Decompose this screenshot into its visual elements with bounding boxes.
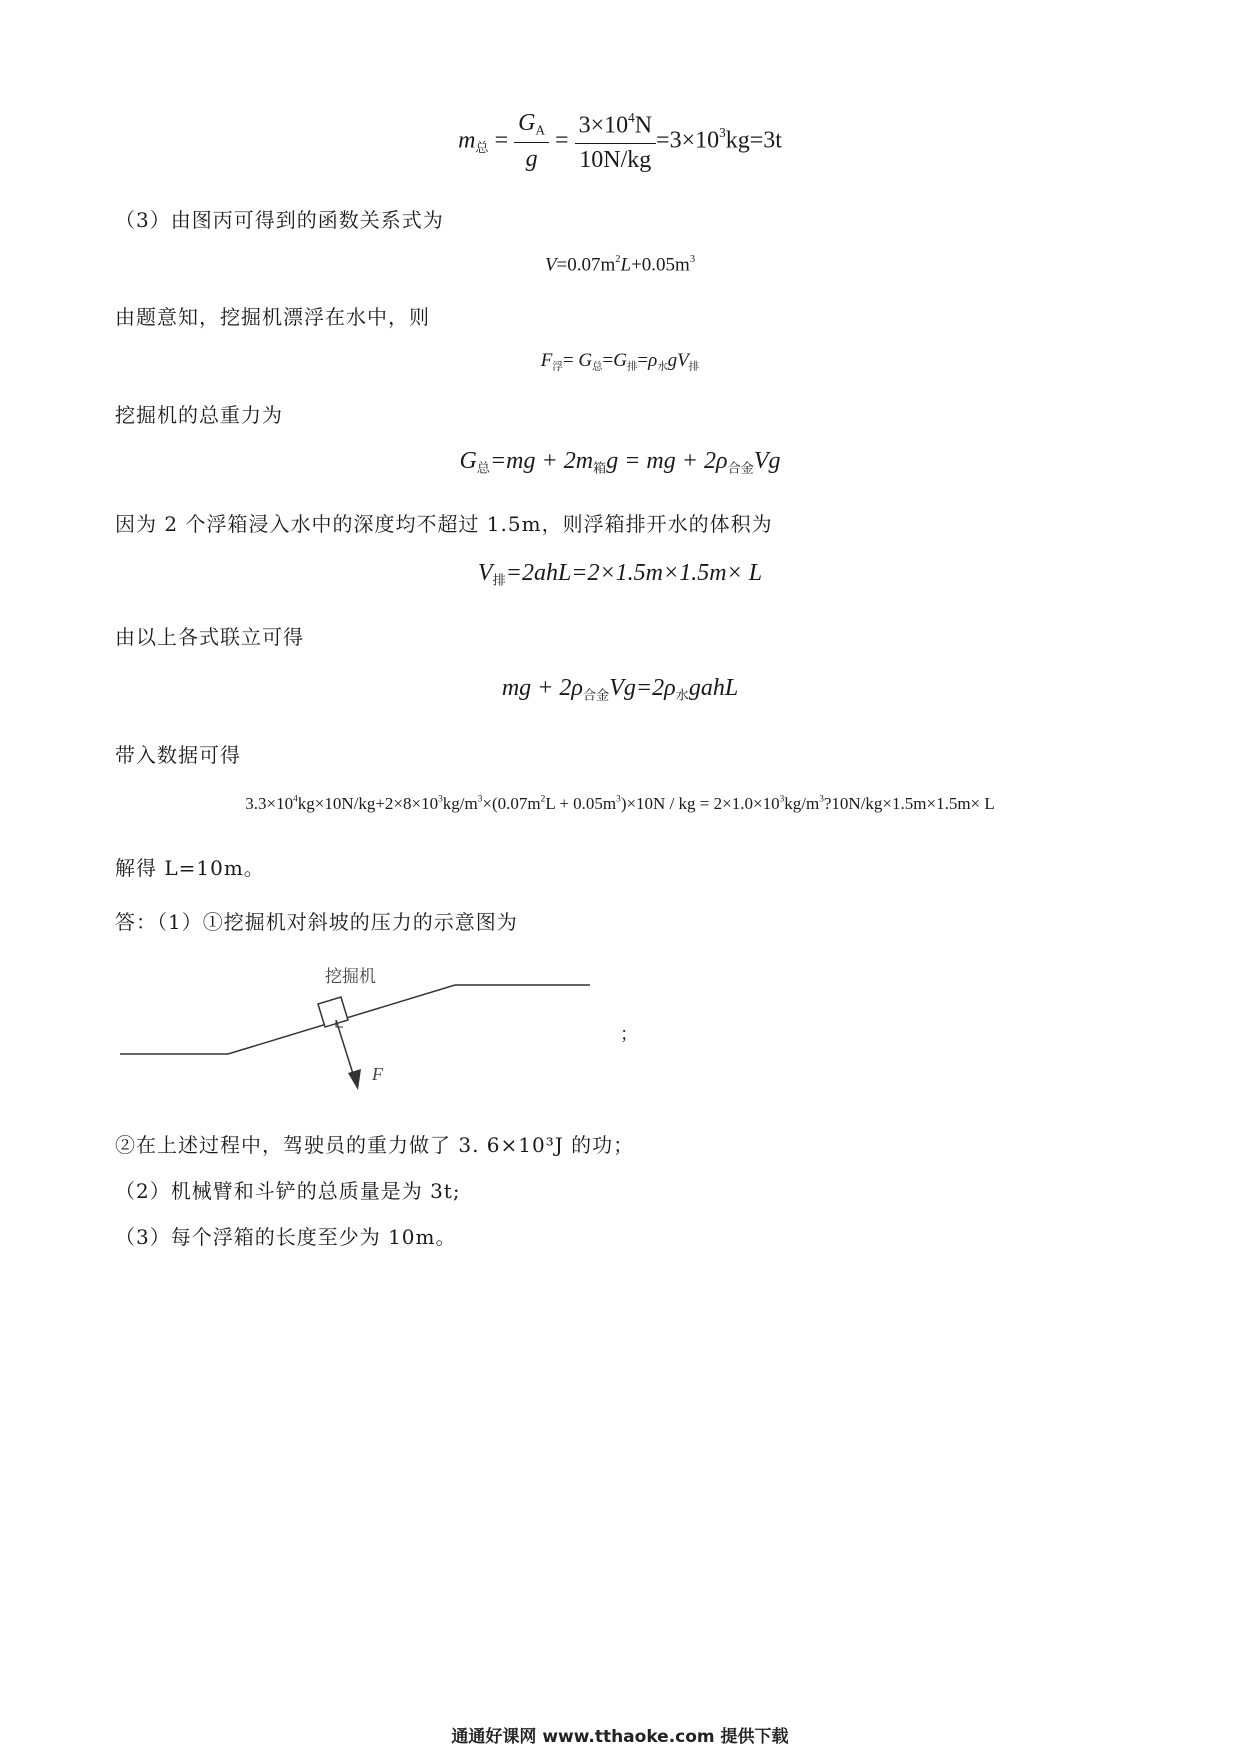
paragraph-floating: 由题意知，挖掘机漂浮在水中，则: [115, 305, 430, 329]
paragraph-solve: 解得 L=10m。: [115, 856, 265, 880]
formula-volume-function: $V=0.07m^2L+0.05m^3$: [544, 254, 696, 276]
paragraph-substitute: 带入数据可得: [115, 743, 241, 767]
paragraph-total-gravity: 挖掘机的总重力为: [115, 403, 283, 427]
paragraph-answer-1: 答：（1）①挖掘机对斜坡的压力的示意图为: [115, 910, 518, 934]
formula-combined: mg + $2\rho_{合金}Vg=2\rho_水gahL$: [501, 675, 739, 703]
excavator-label: 挖掘机: [325, 967, 376, 987]
formula-total-mass: $m_总$ = $\frac{G_A}{g}$ = $\frac{3\times 10^4N}{10N/kg}$ $=3\times 10^3kg=3t$: [458, 110, 782, 173]
formula-displaced-volume: $V_排=2ahL=2\times 1.5m\times 1.5m\times L$: [477, 560, 763, 588]
paragraph-answer-4: （3）每个浮箱的长度至少为 10m。: [115, 1225, 457, 1249]
diagram-trailing-punct: ；: [620, 1024, 638, 1045]
excavator-box: [318, 997, 348, 1027]
footer-watermark: 通通好课网 www.tthaoke.com 提供下载: [451, 1727, 789, 1747]
paragraph-function-relation: （3）由图丙可得到的函数关系式为: [115, 208, 444, 232]
arrow-head-icon: [348, 1069, 361, 1090]
force-diagram: [110, 955, 630, 1105]
fraction-g-over-g: $\frac{G_A}{g}$: [514, 110, 549, 173]
paragraph-answer-2: ②在上述过程中，驾驶员的重力做了 3. 6×10³J 的功；: [115, 1133, 635, 1157]
paragraph-answer-3: （2）机械臂和斗铲的总质量是为 3t;: [115, 1179, 461, 1203]
fraction-force-over-gravity: $\frac{3\times 10^4N}{10N/kg}$: [575, 110, 656, 174]
paragraph-depth: 因为 2 个浮箱浸入水中的深度均不超过 1.5m，则浮箱排开水的体积为: [115, 512, 773, 536]
paragraph-combine: 由以上各式联立可得: [115, 625, 304, 649]
formula-total-gravity: $G_总=mg + 2m_箱g$ = mg + $2\rho_{合金}Vg$: [459, 448, 781, 476]
formula-buoyancy: $F_浮= G_总=G_排=\rho_水gV_排$: [540, 350, 700, 373]
formula-substituted: $3.3\times 10^4kg\times 10N/kg+2\times 8\times 10^3kg/m^3\times(0.07m^2L + 0.05m^3)\times 10N$ / kg = $2\times 1.0\times 10^3kg/m^3?10N/kg\times 1.5m\times 1.5m\times L$: [245, 794, 995, 813]
force-label: F: [372, 1064, 383, 1084]
slope-profile: [120, 985, 590, 1054]
force-arrow: [336, 1020, 354, 1077]
